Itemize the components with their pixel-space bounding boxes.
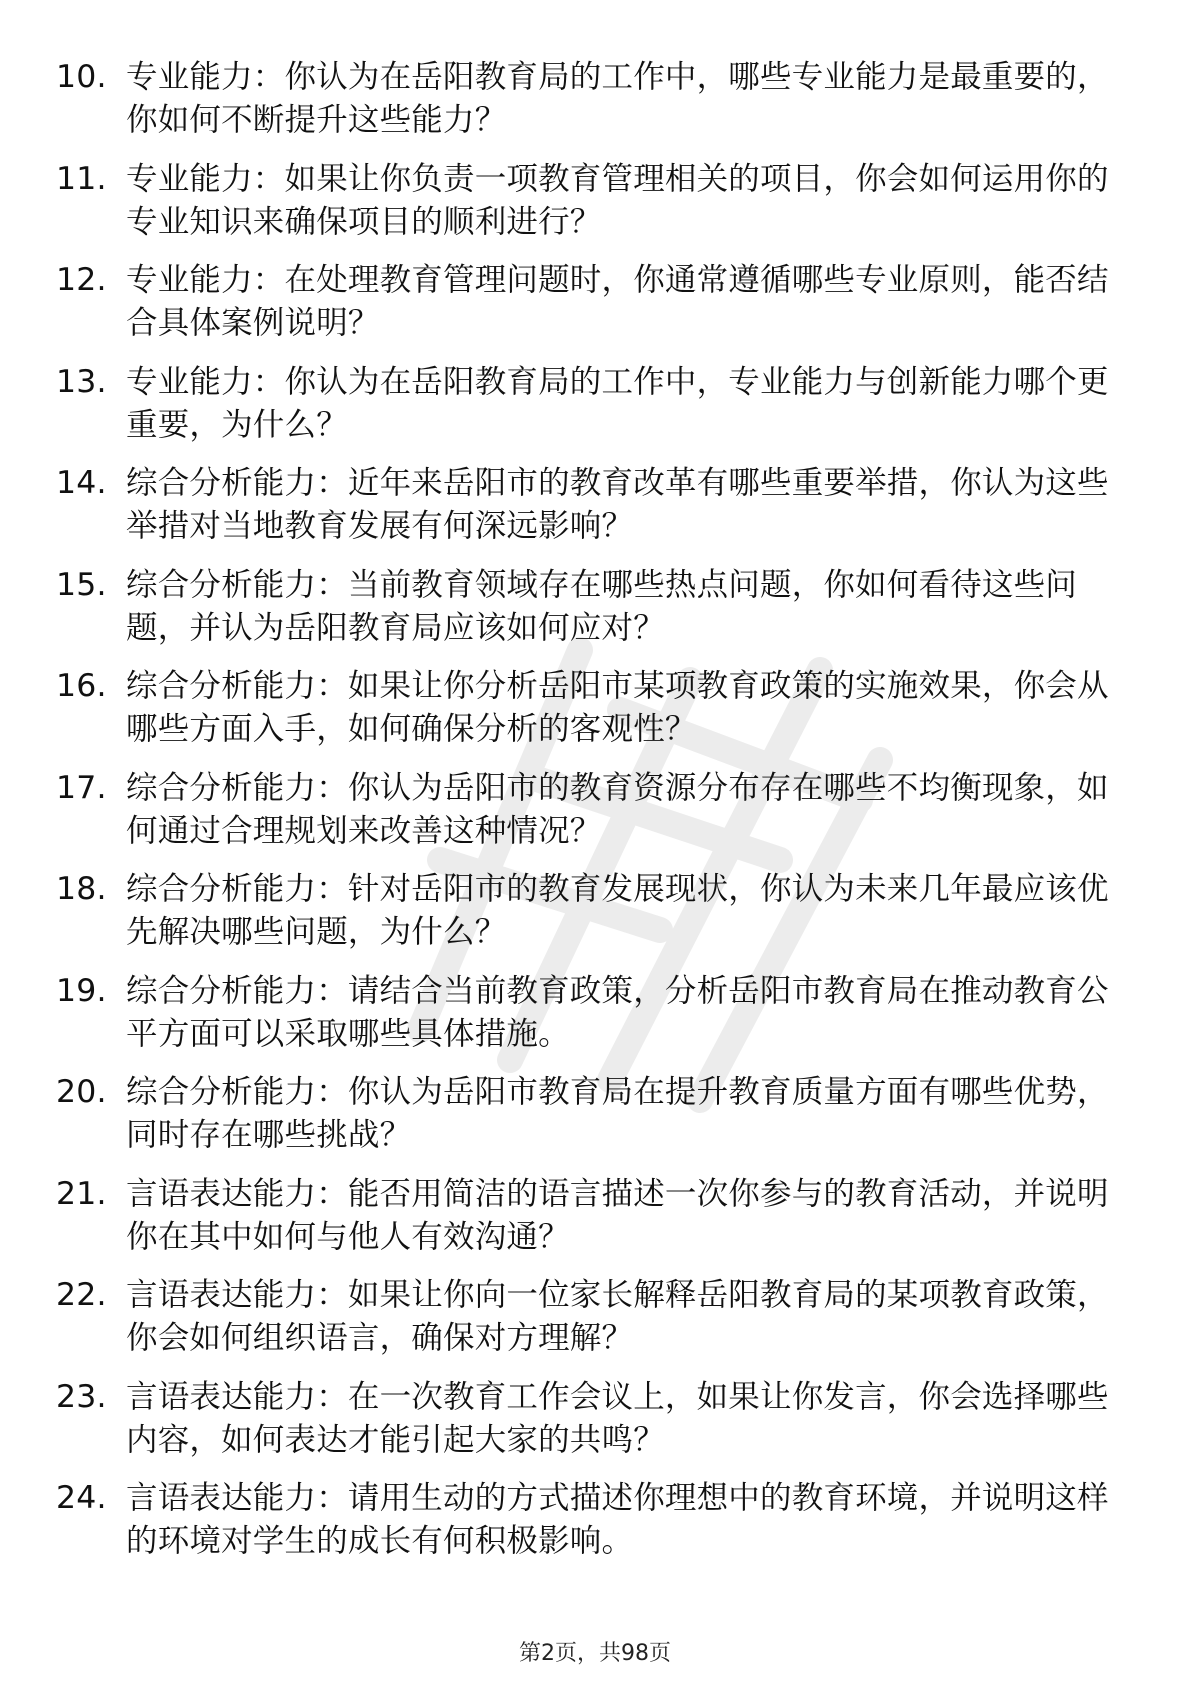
question-item: [56, 1477, 1131, 1579]
question-item: [56, 970, 1131, 1072]
question-item: [56, 158, 1131, 260]
question-number: 23.: [56, 1378, 107, 1415]
question-item: [56, 56, 1131, 158]
question-text: 综合分析能力：请结合当前教育政策，分析岳阳市教育局在推动教育公平方面可以采取哪些具体措施。: [126, 972, 1109, 1052]
question-text: 言语表达能力：请用生动的方式描述你理想中的教育环境，并说明这样的环境对学生的成长有何积极影响。: [126, 1480, 1109, 1559]
question-number: 21.: [56, 1175, 107, 1212]
question-item: [56, 1274, 1131, 1376]
question-number: 10.: [56, 59, 107, 95]
question-item: [56, 1071, 1131, 1173]
question-number: 12.: [56, 262, 107, 298]
question-text: 综合分析能力：你认为岳阳市的教育资源分布存在哪些不均衡现象，如何通过合理规划来改善这种情况？: [126, 769, 1109, 849]
question-item: [56, 1376, 1131, 1478]
question-text: 综合分析能力：你认为岳阳市教育局在提升教育质量方面有哪些优势，同时存在哪些挑战？: [126, 1074, 1109, 1153]
question-text: 言语表达能力：能否用简洁的语言描述一次你参与的教育活动，并说明你在其中如何与他人有效沟通？: [126, 1175, 1109, 1255]
question-text: 综合分析能力：当前教育领域存在哪些热点问题，你如何看待这些问题，并认为岳阳教育局应该如何应对？: [126, 566, 1078, 646]
question-text: 专业能力：如果让你负责一项教育管理相关的项目，你会如何运用你的专业知识来确保项目的顺利进行？: [126, 160, 1109, 240]
question-list: [56, 56, 1131, 1579]
question-item: [56, 564, 1131, 666]
question-item: [56, 868, 1131, 970]
question-item: [56, 462, 1131, 564]
question-number: 13.: [56, 363, 107, 400]
question-item: [56, 1173, 1131, 1275]
question-text: 言语表达能力：在一次教育工作会议上，如果让你发言，你会选择哪些内容，如何表达才能引起大家的共鸣？: [126, 1378, 1109, 1458]
question-number: 14.: [56, 465, 107, 501]
question-text: 专业能力：你认为在岳阳教育局的工作中，哪些专业能力是最重要的，你如何不断提升这些能力？: [126, 59, 1109, 138]
page-footer: [0, 1636, 1190, 1667]
question-number: 20.: [56, 1074, 107, 1110]
question-number: 18.: [56, 871, 107, 907]
question-text: 言语表达能力：如果让你向一位家长解释岳阳教育局的某项教育政策，你会如何组织语言，确保对方理解？: [126, 1277, 1109, 1356]
question-text: 综合分析能力：如果让你分析岳阳市某项教育政策的实施效果，你会从哪些方面入手，如何确保分析的客观性？: [126, 668, 1109, 747]
question-item: [56, 767, 1131, 869]
question-number: 19.: [56, 972, 107, 1009]
question-number: 11.: [56, 160, 107, 197]
question-number: 22.: [56, 1277, 107, 1313]
question-number: 24.: [56, 1480, 107, 1516]
question-text: 综合分析能力：针对岳阳市的教育发展现状，你认为未来几年最应该优先解决哪些问题，为什么？: [126, 871, 1109, 950]
question-number: 16.: [56, 668, 107, 704]
question-number: 15.: [56, 566, 107, 603]
question-item: [56, 259, 1131, 361]
question-item: [56, 665, 1131, 767]
question-text: 专业能力：你认为在岳阳教育局的工作中，专业能力与创新能力哪个更重要，为什么？: [126, 363, 1109, 443]
question-number: 17.: [56, 769, 107, 806]
question-item: [56, 361, 1131, 463]
question-text: 专业能力：在处理教育管理问题时，你通常遵循哪些专业原则，能否结合具体案例说明？: [126, 262, 1109, 341]
question-text: 综合分析能力：近年来岳阳市的教育改革有哪些重要举措，你认为这些举措对当地教育发展有何深远影响？: [126, 465, 1109, 544]
page-number-label: 第2页，共98页: [519, 1641, 671, 1666]
